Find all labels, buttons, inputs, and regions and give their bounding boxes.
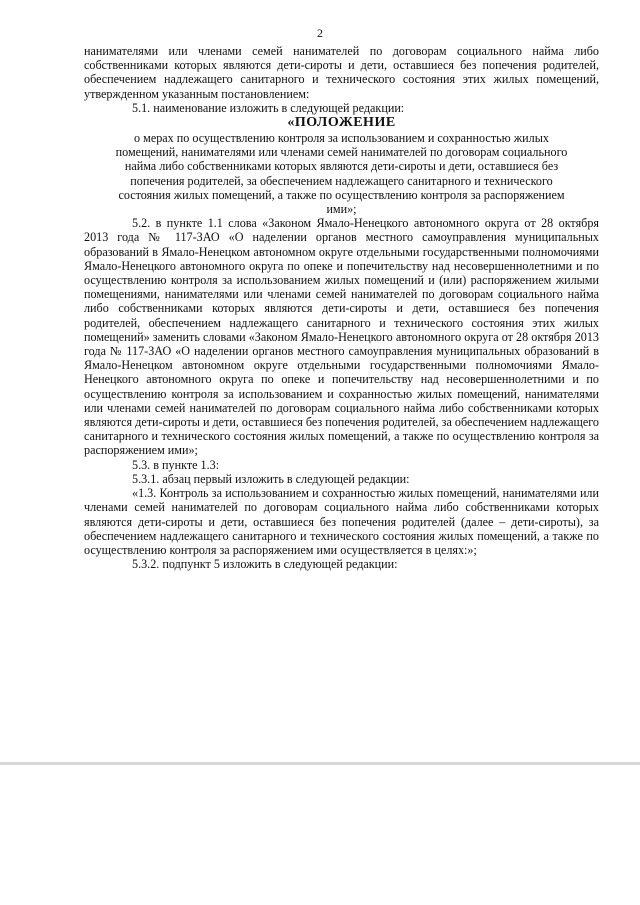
paragraph-1-3-quote: «1.3. Контроль за использованием и сохранностью жилых помещений, нанимателями или членами семей нанимателей по договорам социального найма либо собственниками которых являются дети-сироты и дети, оставшиеся без попечения родителей (далее – дети-сироты), за обеспечением надлежащего санитарного и технического состояния жилых помещений, а также по осуществлению контроля за распоряжением ими осуществляется в целях:»; xyxy=(84,486,599,557)
blank-area xyxy=(0,765,640,905)
document-body xyxy=(84,44,599,571)
paragraph-5-3-2: 5.3.2. подпункт 5 изложить в следующей редакции: xyxy=(132,557,398,572)
page-number: 2 xyxy=(317,26,323,40)
paragraph-5-2: 5.2. в пункте 1.1 слова «Законом Ямало-Ненецкого автономного округа от 28 октября 2013 года № 117-ЗАО «О наделении органов местного самоуправления муниципальных образований в Ямало-Ненецком автономном округе отдельными государственными полномочиями Ямало-Ненецкого автономного округа по опеке и попечительству над несовершеннолетними и по осуществлению контроля за использованием жилых помещений и (или) распоряжением жилыми помещениями, нанимателями или членами семей нанимателей по договорам социального найма либо собственниками которых являются дети-сироты и дети, оставшиеся без попечения родителей, обеспечением надлежащего санитарного и технического состояния этих жилых помещений» заменить словами «Законом Ямало-Ненецкого автономного округа от 28 октября 2013 года № 117-ЗАО «О наделении органов местного самоуправления муниципальных образований в Ямало-Ненецком автономном округе отдельными государственными полномочиями Ямало-Ненецкого автономного округа по опеке и попечительству над несовершеннолетними и по осуществлению контроля за использованием и сохранностью жилых помещений, нанимателями или членами семей нанимателей по договорам социального найма либо собственниками которых являются дети-сироты и дети, оставшиеся без попечения родителей, за обеспечением надлежащего санитарного и технического состояния жилых помещений, а также по осуществлению контроля за распоряжением ими»; xyxy=(84,216,599,458)
paragraph-5-1: 5.1. наименование изложить в следующей редакции: xyxy=(132,100,405,115)
regulation-title: «ПОЛОЖЕНИЕ xyxy=(287,115,396,131)
paragraph-continuation: нанимателями или членами семей нанимателей по договорам социального найма либо собственниками которых являются дети-сироты и дети, оставшиеся без попечения родителей, обеспечением надлежащего санитарного и технического состояния этих жилых помещений, утвержденном указанным постановлением: xyxy=(84,44,599,101)
regulation-subtitle: о мерах по осуществлению контроля за использованием и сохранностью жилых помещений, нанимателями или членами семей нанимателей по договорам социального найма либо собственниками которых являются дети-сироты и дети, оставшиеся без попечения родителей, за обеспечением надлежащего санитарного и технического состояния жилых помещений, а также по осуществлению контроля за распоряжением ими»; xyxy=(115,131,568,217)
paragraph-5-3-1: 5.3.1. абзац первый изложить в следующей редакции: xyxy=(132,471,410,486)
paragraph-5-3: 5.3. в пункте 1.3: xyxy=(132,457,220,472)
